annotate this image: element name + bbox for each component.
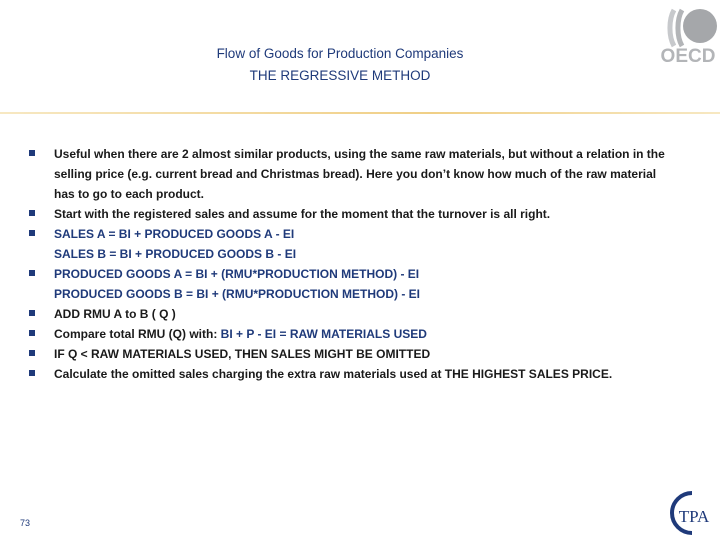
list-item-text: IF Q < RAW MATERIALS USED, THEN SALES MIGHT BE OMITTED (54, 347, 431, 361)
list-item (26, 244, 666, 264)
bullet-list (26, 144, 666, 384)
slide-title: Flow of Goods for Production Companies (216, 46, 464, 61)
tpa-logo (662, 489, 718, 537)
bullet-icon (29, 350, 35, 356)
list-item-text: SALES B = BI + PRODUCED GOODS B - EI (54, 247, 297, 261)
list-item-text: Calculate the omitted sales charging the extra raw materials used at THE HIGHEST SALES PRICE. (54, 367, 613, 381)
list-item-formula: BI + P - EI = RAW MATERIALS USED (220, 327, 427, 341)
bullet-icon (29, 230, 35, 236)
list-item (26, 224, 666, 244)
bullet-icon (29, 310, 35, 316)
list-item-text: Useful when there are 2 almost similar products, using the same raw materials, but without a relation in the selling price (e.g. current bread and Christmas bread). Here you don’t know how much of the raw material has to go to each product. (54, 147, 665, 201)
svg-text:OECD: OECD (660, 46, 716, 66)
list-item (26, 304, 666, 324)
list-item-text: SALES A = BI + PRODUCED GOODS A - EI (54, 227, 295, 241)
list-item-text: Compare total RMU (Q) with: (54, 327, 221, 341)
list-item-text: ADD RMU A to B ( Q ) (54, 307, 176, 321)
slide-subtitle: THE REGRESSIVE METHOD (249, 68, 431, 83)
list-item-text: Start with the registered sales and assume for the moment that the turnover is all right. (54, 207, 551, 221)
bullet-icon (29, 270, 35, 276)
list-item (26, 204, 666, 224)
bullet-icon (29, 330, 35, 336)
svg-text:TPA: TPA (678, 507, 710, 526)
list-item-text: PRODUCED GOODS B = BI + (RMU*PRODUCTION METHOD) - EI (54, 287, 421, 301)
bullet-icon (29, 370, 35, 376)
list-item (26, 144, 666, 204)
list-item (26, 344, 666, 364)
header-divider (0, 112, 720, 114)
list-item (26, 264, 666, 284)
bullet-icon (29, 150, 35, 156)
bullet-icon (29, 210, 35, 216)
list-item-text: PRODUCED GOODS A = BI + (RMU*PRODUCTION METHOD) - EI (54, 267, 420, 281)
list-item (26, 324, 666, 344)
oecd-logo (656, 6, 720, 66)
list-item (26, 284, 666, 304)
list-item (26, 364, 666, 384)
page-number: 73 (20, 518, 31, 528)
